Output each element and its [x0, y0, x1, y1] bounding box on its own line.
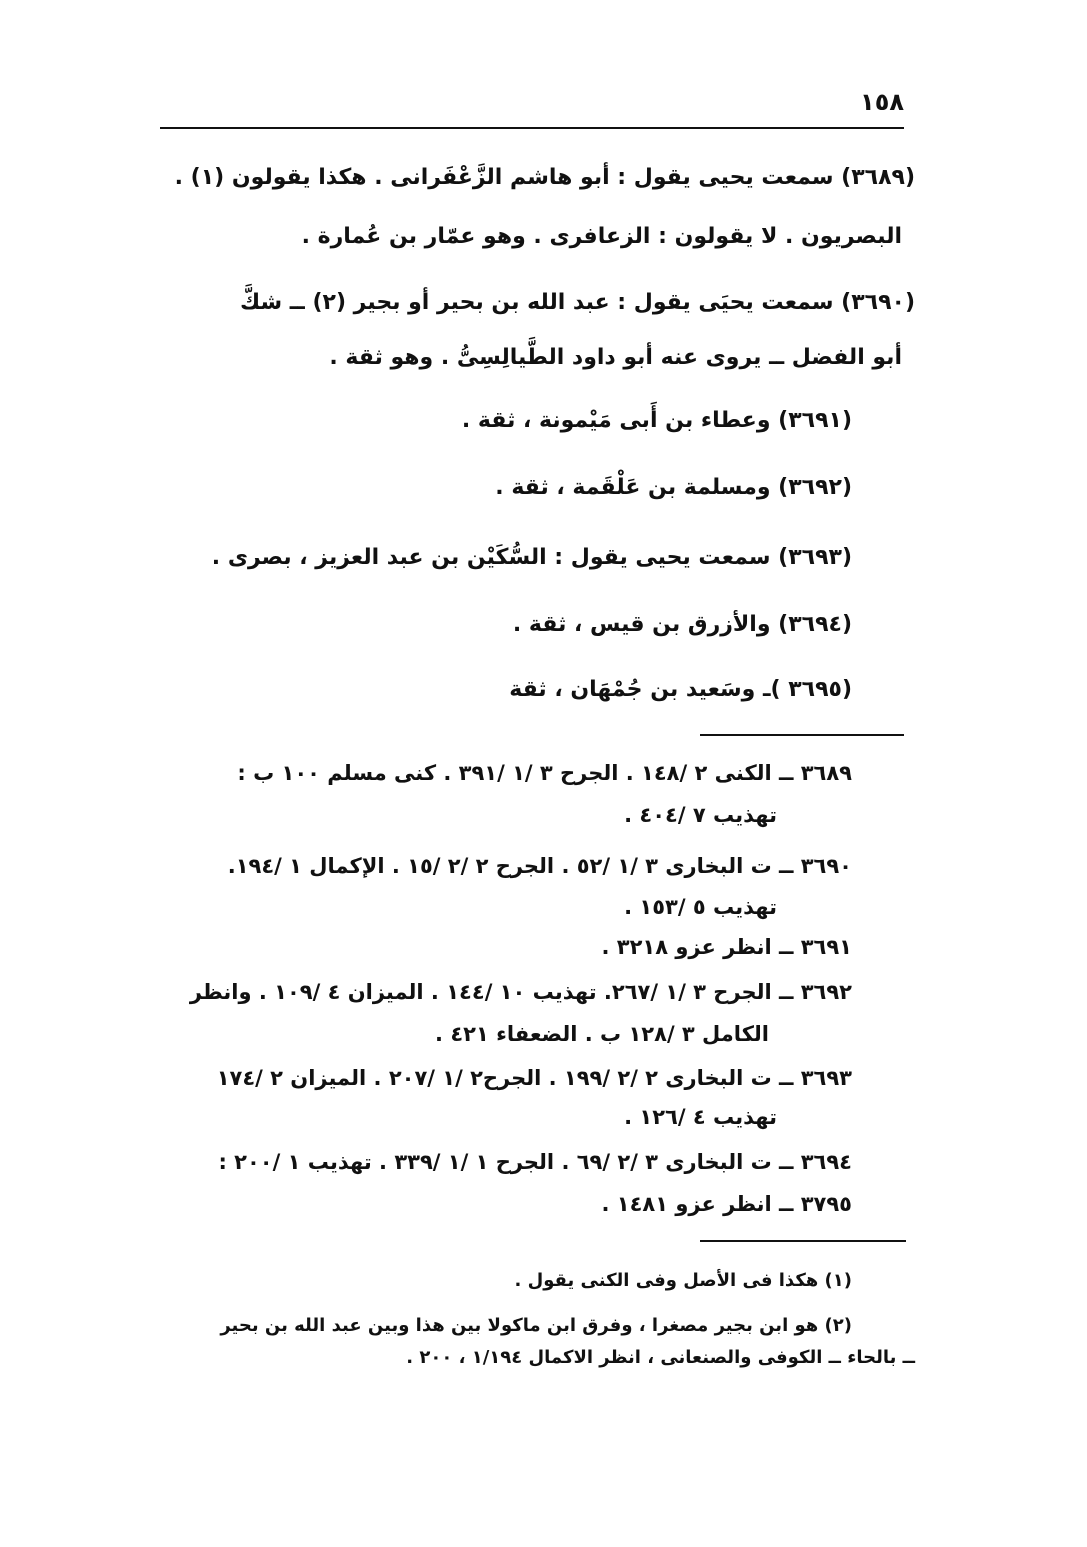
ref-3691: ٣٦٩١ ــ انظر عزو ٣٢١٨ .: [601, 935, 852, 959]
entry-3694: (٣٦٩٤) والأزرق بن قيس ، ثقة .: [512, 612, 852, 637]
ref-3693-line-1: ٣٦٩٣ ــ ت البخارى ٢ /٢ /١٩٩ . الجرح٢ /١ /٢٠٧ . الميزان ٢ /١٧٤: [216, 1066, 852, 1090]
footnotes-rule: [700, 1240, 906, 1242]
entry-3693: (٣٦٩٣) سمعت يحيى يقول : السُّكَيْن بن عبد العزيز ، بصرى .: [211, 545, 852, 570]
ref-3692-line-2: الكامل ٣ /١٢٨ ب . الضعفاء ٤٢١ .: [435, 1022, 769, 1046]
entry-3690-line-1: (٣٦٩٠) سمعت يحيَى يقول : عبد الله بن بحير أو بجير (٢) ــ شكَّ: [239, 290, 915, 315]
ref-3690-line-1: ٣٦٩٠ ــ ت البخارى ٣ /١ /٥٢ . الجرح ٢ /٢ /١٥ . الإكمال ١ /١٩٤.: [227, 854, 852, 878]
ref-3689-line-1: ٣٦٨٩ ــ الكنى ٢ /١٤٨ . الجرح ٣ /١ /٣٩١ . كنى مسلم ١٠٠ ب :: [237, 761, 852, 785]
entry-3691: (٣٦٩١) وعطاء بن أَبى مَيْمونة ، ثقة .: [461, 408, 852, 433]
entry-3689-line-1: (٣٦٨٩) سمعت يحيى يقول : أبو هاشم الزَّعْفَرانى . هكذا يقولون (١) .: [174, 165, 915, 190]
entry-3692: (٣٦٩٢) ومسلمة بن عَلْقَمة ، ثقة .: [495, 475, 852, 500]
entry-3689-line-2: البصريون . لا يقولون : الزعافرى . وهو عمّار بن عُمارة .: [301, 224, 902, 249]
ref-3692-line-1: ٣٦٩٢ ــ الجرح ٣ /١ /٢٦٧. تهذيب ١٠ /١٤٤ . الميزان ٤ /١٠٩ . وانظر: [189, 980, 852, 1004]
footnote-1: (١) هكذا فى الأصل وفى الكنى يقول .: [514, 1270, 852, 1291]
ref-3694: ٣٦٩٤ ــ ت البخارى ٣ /٢ /٦٩ . الجرح ١ /١ /٣٣٩ . تهذيب ١ /٢٠٠ :: [218, 1150, 852, 1174]
ref-3690-line-2: تهذيب ٥ /١٥٣ .: [624, 895, 777, 919]
ref-3693-line-2: تهذيب ٤ /١٢٦ .: [624, 1105, 777, 1129]
entry-3690-line-2: أبو الفضل ــ يروى عنه أبو داود الطَّيالِسِىُّ . وهو ثقة .: [329, 345, 902, 370]
footnote-2-line-2: ــ بالحاء ــ الكوفى والصنعانى ، انظر الاكمال ١/١٩٤ ، ٢٠٠ .: [406, 1347, 915, 1368]
header-rule: [160, 127, 904, 129]
ref-3795: ٣٧٩٥ ــ انظر عزو ١٤٨١ .: [601, 1192, 852, 1216]
entry-3695: (٣٦٩٥ )ـ وسَعيد بن جُمْهَان ، ثقة: [509, 677, 852, 702]
footnote-2-line-1: (٢) هو ابن بجير مصغرا ، وفرق ابن ماكولا بين هذا وبين عبد الله بن بحير: [220, 1315, 852, 1336]
references-rule: [700, 734, 904, 736]
ref-3689-line-2: تهذيب ٧ /٤٠٤ .: [624, 803, 777, 827]
page-number: ١٥٨: [860, 88, 904, 116]
